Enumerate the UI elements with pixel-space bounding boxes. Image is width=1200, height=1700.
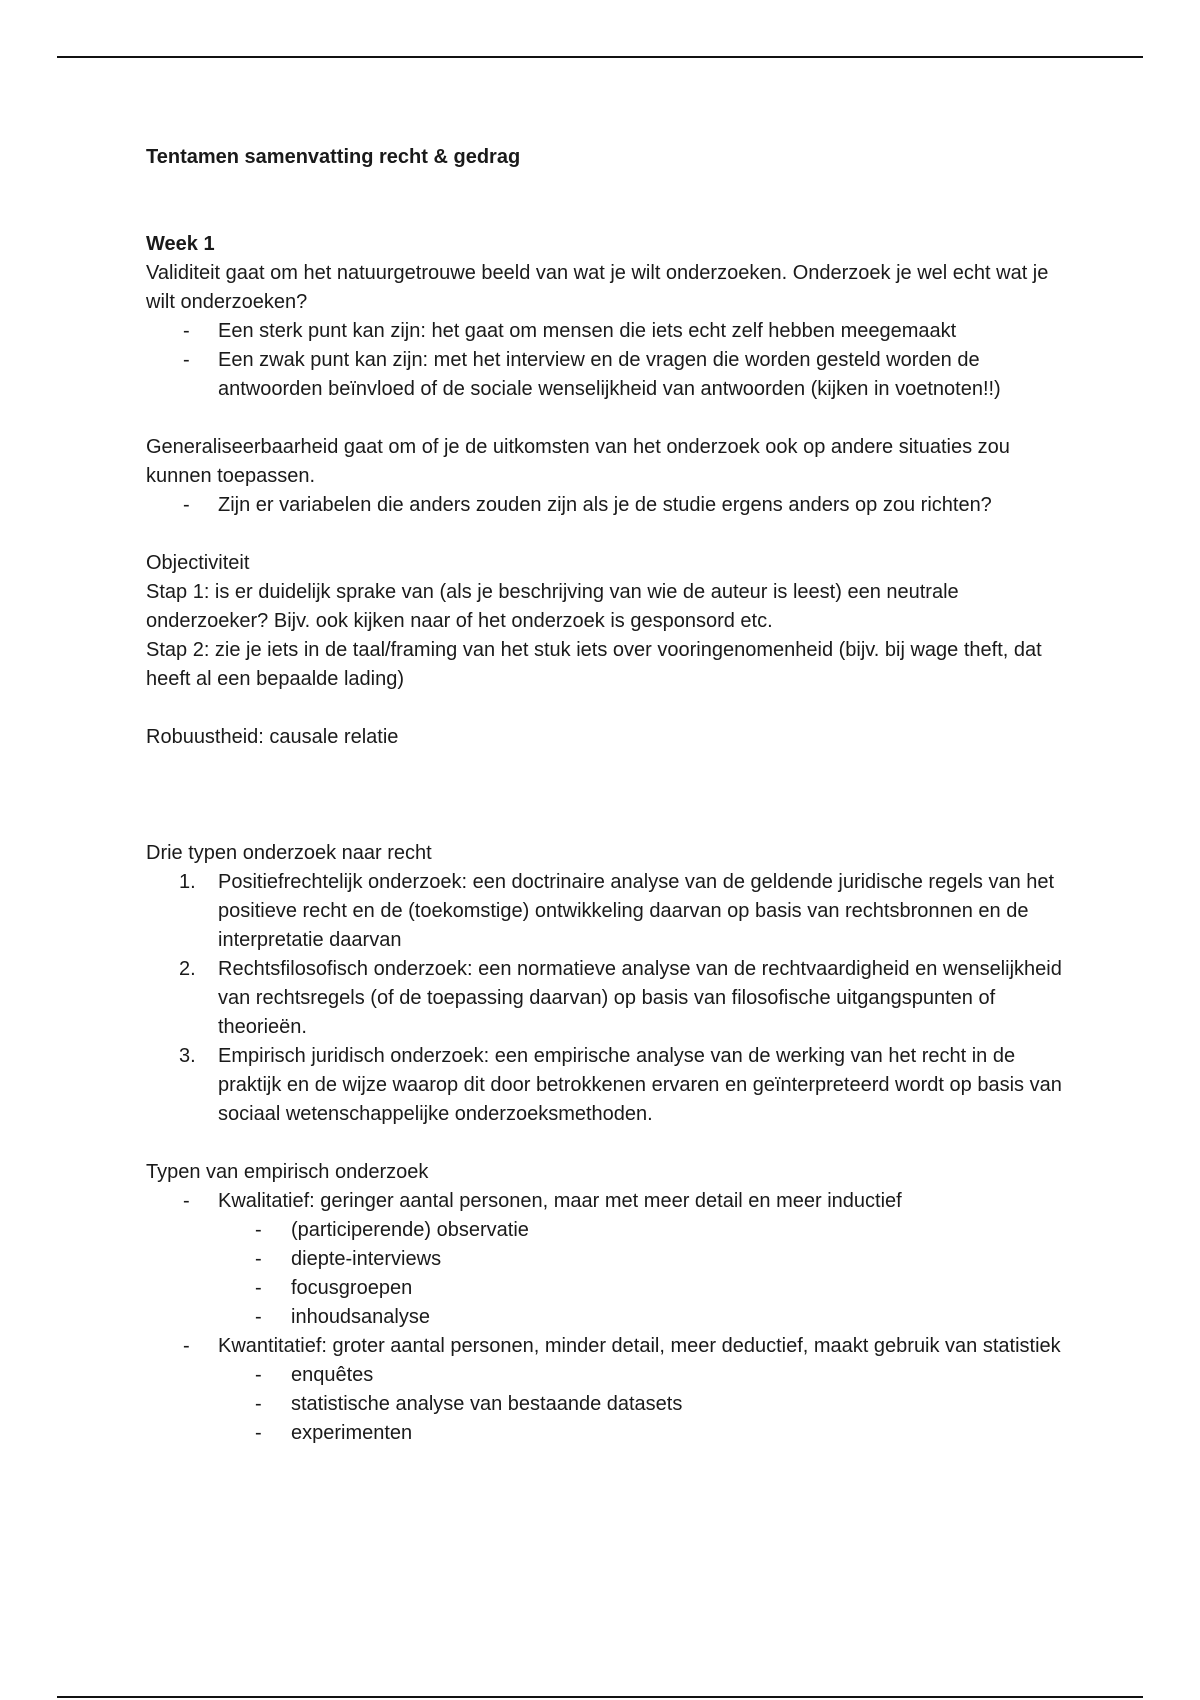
- objectiviteit-heading: Objectiviteit: [146, 552, 250, 574]
- bullet-marker: -: [255, 1306, 262, 1328]
- generaliseerbaarheid-paragraph: Generaliseerbaarheid gaat om of je de uitkomsten van het onderzoek ook op andere situaties zou kunnen toepassen.: [146, 436, 1010, 487]
- list-item-text: Kwalitatief: geringer aantal personen, maar met meer detail en meer inductief: [218, 1190, 902, 1212]
- list-item-text: inhoudsanalyse: [291, 1306, 430, 1328]
- list-item-text: Kwantitatief: groter aantal personen, minder detail, meer deductief, maakt gebruik van statistiek: [218, 1335, 1061, 1357]
- objectiviteit-stap1: Stap 1: is er duidelijk sprake van (als je beschrijving van wie de auteur is leest) een neutrale onderzoeker? Bijv. ook kijken naar of het onderzoek is gesponsord etc.: [146, 581, 959, 632]
- list-item-text: Een sterk punt kan zijn: het gaat om mensen die iets echt zelf hebben meegemaakt: [218, 320, 957, 342]
- bullet-marker: -: [255, 1422, 262, 1444]
- list-item: [146, 1042, 1066, 1129]
- list-item-text: enquêtes: [291, 1364, 374, 1386]
- objectiviteit-stap2: Stap 2: zie je iets in de taal/framing van het stuk iets over vooringenomenheid (bijv. bij wage theft, dat heeft al een bepaalde lading): [146, 639, 1042, 690]
- typen-empirisch-heading: Typen van empirisch onderzoek: [146, 1161, 429, 1183]
- week-heading: Week 1: [146, 233, 215, 255]
- bullet-marker: -: [183, 494, 190, 516]
- list-item-text: experimenten: [291, 1422, 413, 1444]
- generaliseerbaarheid-list: [146, 491, 1066, 520]
- document-title: Tentamen samenvatting recht & gedrag: [146, 146, 521, 168]
- list-item-text: statistische analyse van bestaande datasets: [291, 1393, 683, 1415]
- bullet-marker: -: [255, 1364, 262, 1386]
- list-item: [146, 1187, 1066, 1216]
- list-item: [146, 1332, 1066, 1361]
- sub-list-item: [146, 1303, 1066, 1332]
- sub-list-item: [146, 1274, 1066, 1303]
- drie-typen-list: [146, 868, 1066, 1129]
- robuustheid-paragraph: Robuustheid: causale relatie: [146, 726, 399, 748]
- list-item-text: Empirisch juridisch onderzoek: een empirische analyse van de werking van het recht in de praktijk en de wijze waarop dit door betrokkenen ervaren en geïnterpreteerd wordt op basis van sociaal wetenschappelijke onderzoeksmethoden.: [218, 1045, 1062, 1125]
- validiteit-paragraph: Validiteit gaat om het natuurgetrouwe beeld van wat je wilt onderzoeken. Onderzoek je wel echt wat je wilt onderzoeken?: [146, 262, 1049, 313]
- bullet-marker: -: [255, 1393, 262, 1415]
- bullet-marker: -: [183, 320, 190, 342]
- bullet-marker: -: [255, 1248, 262, 1270]
- list-item-text: focusgroepen: [291, 1277, 413, 1299]
- list-item: [146, 346, 1066, 404]
- document-page: [146, 143, 1066, 1448]
- typen-empirisch-list: [146, 1187, 1066, 1448]
- list-item: [146, 868, 1066, 955]
- list-number: 3.: [179, 1045, 196, 1067]
- bullet-marker: -: [255, 1277, 262, 1299]
- bullet-marker: -: [255, 1219, 262, 1241]
- list-item: [146, 955, 1066, 1042]
- list-item: [146, 317, 1066, 346]
- list-item-text: Een zwak punt kan zijn: met het interview en de vragen die worden gesteld worden de antwoorden beïnvloed of de sociale wenselijkheid van antwoorden (kijken in voetnoten!!): [218, 349, 1001, 400]
- list-item-text: Positiefrechtelijk onderzoek: een doctrinaire analyse van de geldende juridische regels van het positieve recht en de (toekomstige) ontwikkeling daarvan op basis van rechtsbronnen en de interpretatie daarvan: [218, 871, 1055, 951]
- list-item-text: Zijn er variabelen die anders zouden zijn als je de studie ergens anders op zou richten?: [218, 494, 992, 516]
- validiteit-list: [146, 317, 1066, 404]
- list-item-text: diepte-interviews: [291, 1248, 442, 1270]
- sub-list-item: [146, 1390, 1066, 1419]
- list-item-text: (participerende) observatie: [291, 1219, 529, 1241]
- list-item: [146, 491, 1066, 520]
- drie-typen-heading: Drie typen onderzoek naar recht: [146, 842, 432, 864]
- list-item-text: Rechtsfilosofisch onderzoek: een normatieve analyse van de rechtvaardigheid en wenselijkheid van rechtsregels (of de toepassing daarvan) op basis van filosofische uitgangspunten of theorieën.: [218, 958, 1062, 1038]
- list-number: 2.: [179, 958, 196, 980]
- bullet-marker: -: [183, 1190, 190, 1212]
- sub-list-item: [146, 1419, 1066, 1448]
- bullet-marker: -: [183, 1335, 190, 1357]
- bottom-rule: [57, 1696, 1143, 1698]
- bullet-marker: -: [183, 349, 190, 371]
- sub-list-item: [146, 1245, 1066, 1274]
- sub-list-item: [146, 1361, 1066, 1390]
- sub-list-item: [146, 1216, 1066, 1245]
- top-rule: [57, 56, 1143, 58]
- list-number: 1.: [179, 871, 196, 893]
